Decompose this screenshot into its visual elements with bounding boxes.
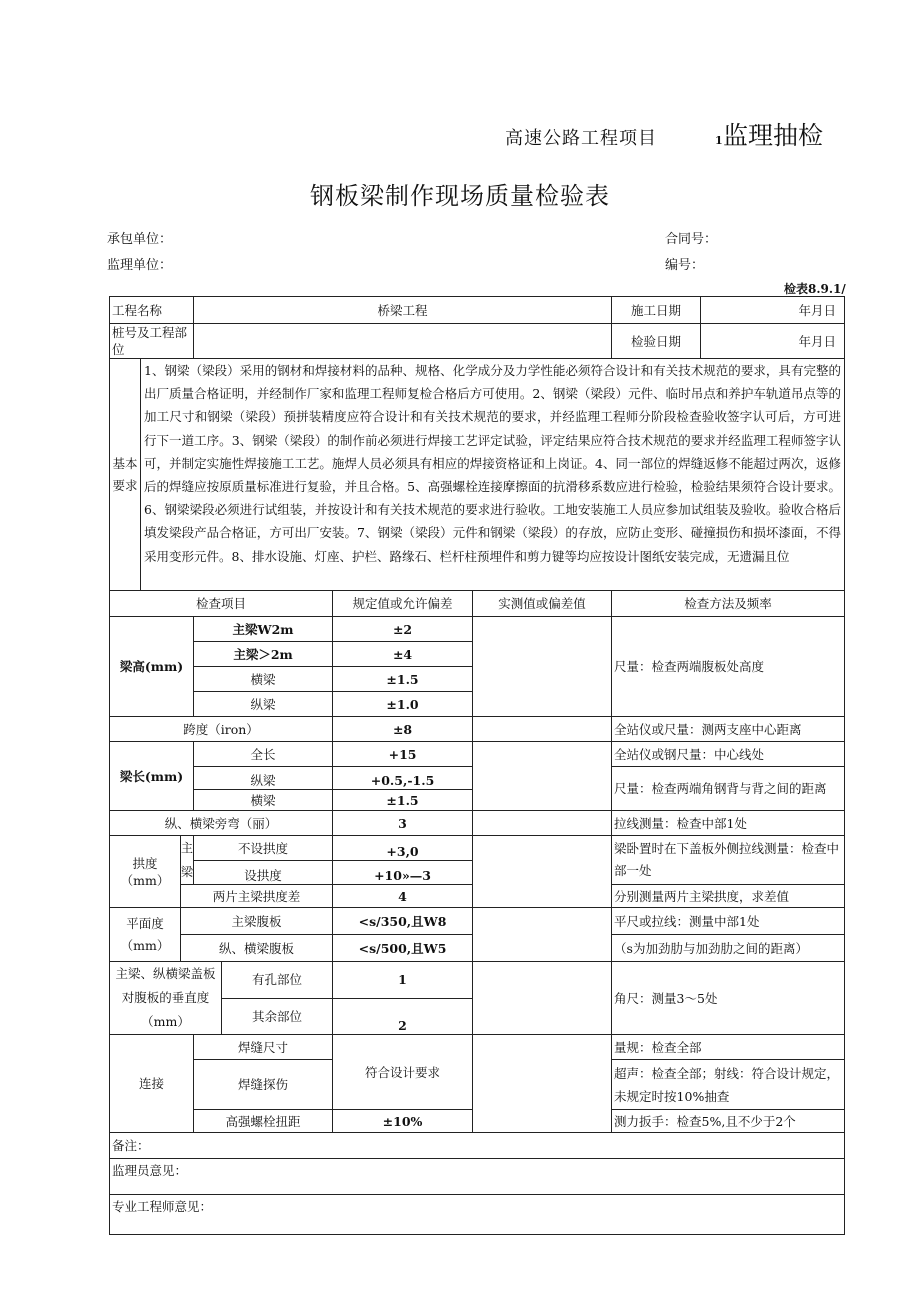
station-label: 桩号及工程部位 (110, 324, 194, 359)
beam-height-sub: 主梁＞2m (194, 642, 333, 667)
beam-length-sub: 横梁 (194, 790, 333, 811)
beam-length-sub: 纵梁 (194, 767, 333, 790)
project-name-value: 桥梁工程 (194, 297, 612, 324)
project-mark: 1 (715, 134, 723, 147)
beam-height-sub: 纵梁 (194, 692, 333, 717)
column-spec: 规定值或允许偏差 (333, 591, 473, 617)
serial-no-label: 编号： (665, 258, 705, 273)
beam-length-spec: +15 (333, 742, 473, 767)
span-label: 跨度（iron） (110, 717, 333, 742)
supervision-heading: 监理抽检 (723, 121, 824, 150)
camber-label: 拱度（mm） (110, 836, 181, 908)
side-bend-method: 拉线测量：检查中部1处 (612, 811, 845, 836)
beam-length-sub: 全长 (194, 742, 333, 767)
connection-sub: 焊缝尺寸 (194, 1035, 333, 1060)
perpendicularity-sub: 有孔部位 (222, 962, 333, 999)
beam-height-spec: ±4 (333, 642, 473, 667)
side-bend-label: 纵、横梁旁弯（丽） (110, 811, 333, 836)
perpendicularity-spec: 1 (333, 962, 473, 999)
inspection-date-value: 年月日 (701, 324, 845, 359)
camber-main-label: 主梁 (181, 836, 194, 885)
measured-cell (473, 742, 612, 811)
column-item: 检查项目 (110, 591, 333, 617)
perpendicularity-spec: 2 (333, 998, 473, 1035)
camber-method: 分别测量两片主梁拱度，求差值 (612, 885, 845, 908)
flatness-sub: 纵、横梁腹板 (181, 935, 333, 962)
connection-method: 超声：检查全部；射线：符合设计规定，未规定时按10%抽查 (612, 1060, 845, 1110)
side-bend-spec: 3 (333, 811, 473, 836)
perpendicularity-method: 角尺：测量3～5处 (612, 962, 845, 1035)
station-value (194, 324, 612, 359)
connection-method: 测力扳手：检查5%,且不少于2个 (612, 1110, 845, 1133)
measured-cell (473, 811, 612, 836)
project-name-label: 工程名称 (110, 297, 194, 324)
supervisor-opinion: 监理员意见： (110, 1159, 845, 1195)
flatness-spec: <s/500,且W5 (333, 935, 473, 962)
camber-sub: 不设拱度 (194, 836, 333, 861)
flatness-sub: 主梁腹板 (181, 908, 333, 935)
measured-cell (473, 717, 612, 742)
beam-length-spec: +0.5,-1.5 (333, 767, 473, 790)
beam-height-sub: 横梁 (194, 667, 333, 692)
measured-cell (473, 908, 612, 962)
beam-length-spec: ±1.5 (333, 790, 473, 811)
connection-label: 连接 (110, 1035, 194, 1133)
construction-date-value: 年月日 (701, 297, 845, 324)
engineer-opinion: 专业工程师意见： (110, 1195, 845, 1235)
beam-height-sub: 主梁W2m (194, 617, 333, 642)
supervisor-unit-label: 监理单位： (107, 258, 173, 273)
flatness-label: 平面度（mm） (110, 908, 181, 962)
measured-cell (473, 836, 612, 908)
connection-sub: 高强螺栓扭距 (194, 1110, 333, 1133)
connection-spec: ±10% (333, 1110, 473, 1133)
connection-spec: 符合设计要求 (333, 1035, 473, 1110)
beam-length-method: 尺量：检查两端角钢背与背之间的距离 (612, 767, 845, 811)
requirements-text: 1、钢梁（梁段）采用的钢材和焊接材料的品种、规格、化学成分及力学性能必须符合设计和有关技术规范的要求，具有完整的出厂质量合格证明，并经制作厂家和监理工程师复检合格后方可使用。2、钢梁（梁段）元件、临时吊点和养护车轨道吊点等的加工尺寸和钢梁（梁段）预拼装精度应符合设计和有关技术规范的要求，并经监理工程师分阶段检查验收签字认可后，方可进行下一道工序。3、钢梁（梁段）的制作前必须进行焊接工艺评定试验，评定结果应符合技术规范的要求并经监理工程师签字认可，并制定实施性焊接施工工艺。施焊人员必须具有相应的焊接资格证和上岗证。4、同一部位的焊缝返修不能超过两次，返修后的焊缝应按原质量标准进行复验，并且合格。5、高强螺栓连接摩擦面的抗滑移系数应进行检验，检验结果须符合设计要求。6、钢梁梁段必须进行试组装，并按设计和有关技术规范的要求进行验收。工地安装施工人员应参加试组装及验收。验收合格后填发梁段产品合格证，方可出厂安装。7、钢梁（梁段）元件和钢梁（梁段）的存放，应防止变形、碰撞损伤和损坏漆面，不得采用变形元件。8、排水设施、灯座、护栏、路缘石、栏杆柱预埋件和剪力键等均应按设计图纸安装完成，无遗漏且位 (141, 359, 845, 591)
column-measured: 实测值或偏差值 (473, 591, 612, 617)
beam-height-label: 梁高(mm) (110, 617, 194, 717)
flatness-method: （s为加劲肋与加劲肋之间的距离） (612, 935, 845, 962)
beam-height-spec: ±2 (333, 617, 473, 642)
camber-spec: +3,0 (333, 836, 473, 861)
camber-sub: 设拱度 (194, 861, 333, 885)
flatness-method: 平尺或拉线：测量中部1处 (612, 908, 845, 935)
inspection-table (109, 296, 845, 1235)
camber-method: 梁卧置时在下盖板外侧拉线测量：检查中部一处 (612, 836, 845, 885)
connection-method: 量规：检查全部 (612, 1035, 845, 1060)
camber-spec: 4 (333, 885, 473, 908)
construction-date-label: 施工日期 (612, 297, 701, 324)
beam-height-spec: ±1.5 (333, 667, 473, 692)
project-heading: 高速公路工程项目 (505, 128, 657, 149)
camber-spec: +10»—3 (333, 861, 473, 885)
column-method: 检查方法及频率 (612, 591, 845, 617)
measured-cell (473, 962, 612, 1035)
beam-length-label: 梁长(mm) (110, 742, 194, 811)
form-code: 检表8.9.1/ (784, 282, 846, 296)
perpendicularity-label: 主梁、纵横梁盖板对腹板的垂直度（mm） (110, 962, 222, 1035)
measured-cell (473, 617, 612, 717)
remarks: 备注： (110, 1133, 845, 1159)
contract-no-label: 合同号： (665, 232, 718, 247)
requirements-label: 基本要求 (110, 359, 141, 591)
inspection-date-label: 检验日期 (612, 324, 701, 359)
connection-sub: 焊缝探伤 (194, 1060, 333, 1110)
span-spec: ±8 (333, 717, 473, 742)
flatness-spec: <s/350,且W8 (333, 908, 473, 935)
beam-height-spec: ±1.0 (333, 692, 473, 717)
span-method: 全站仪或尺量：测两支座中心距离 (612, 717, 845, 742)
contractor-label: 承包单位： (107, 232, 173, 247)
perpendicularity-sub: 其余部位 (222, 998, 333, 1035)
beam-height-method: 尺量：检查两端腹板处高度 (612, 617, 845, 717)
measured-cell (473, 1035, 612, 1133)
beam-length-method: 全站仪或钢尺量：中心线处 (612, 742, 845, 767)
camber-sub: 两片主梁拱度差 (181, 885, 333, 908)
form-title: 钢板梁制作现场质量检验表 (310, 182, 610, 210)
